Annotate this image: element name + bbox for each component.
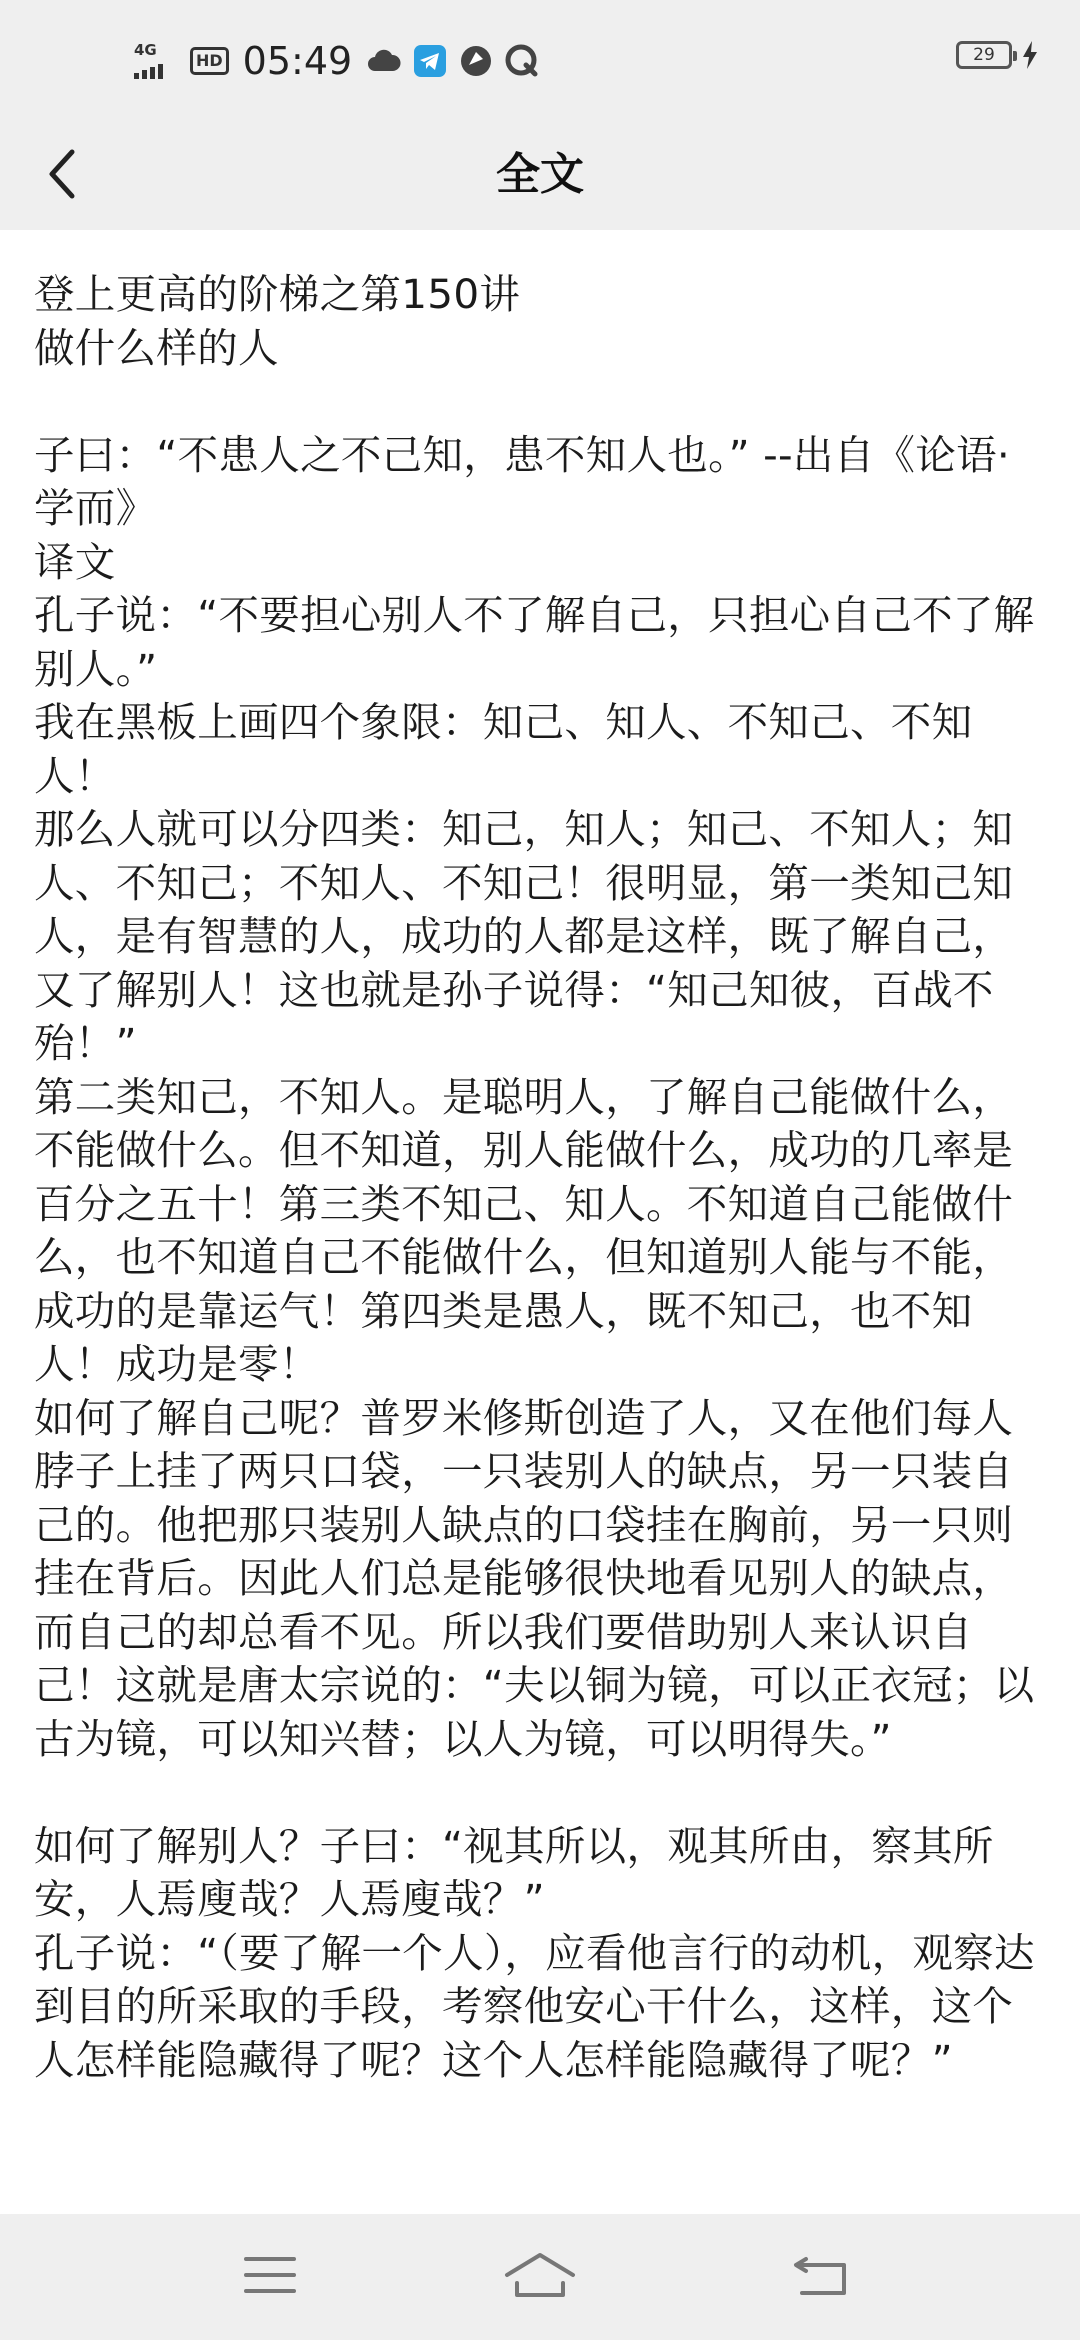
- telegram-icon: [412, 43, 448, 79]
- charging-icon: [1020, 40, 1040, 70]
- article-paragraph: 子曰：“不患人之不己知，患不知人也。” --出自《论语·学而》: [34, 430, 1011, 532]
- article-paragraph: 第二类知己，不知人。是聪明人，了解自己能做什么，不能做什么。但不知道，别人能做什么，成功的几率是百分之五十！第三类不知己、知人。不知道自己能做什么，也不知道自己不能做什么，但知道别人能与不能，成功的是靠运气！第四类是愚人，既不知己，也不知人！成功是零！: [34, 1072, 1014, 1388]
- menu-button[interactable]: [230, 2240, 310, 2310]
- home-button[interactable]: [500, 2240, 580, 2310]
- blank-line: [34, 1766, 1046, 1820]
- article-paragraph: 做什么样的人: [34, 323, 279, 372]
- signal-icon: [132, 41, 180, 81]
- title-bar: [0, 120, 1080, 230]
- hd-badge: HD: [190, 47, 229, 75]
- page-title: 全文: [496, 149, 584, 200]
- blank-line: [34, 375, 1046, 429]
- cloud-icon: [366, 43, 402, 79]
- status-left: [132, 36, 540, 86]
- system-back-button[interactable]: [782, 2240, 862, 2310]
- article-paragraph: 如何了解别人？子曰：“视其所以，观其所由，察其所安，人焉廋哉？人焉廋哉？”: [34, 1821, 994, 1923]
- system-nav-bar: [0, 2214, 1080, 2340]
- home-icon: [503, 2249, 577, 2301]
- battery-icon: [956, 41, 1012, 69]
- menu-icon: [242, 2253, 298, 2297]
- article-content: [34, 268, 1046, 2087]
- article-paragraph: 登上更高的阶梯之第150讲: [34, 270, 521, 318]
- browser-icon: [458, 43, 494, 79]
- article-paragraph: 如何了解自己呢？普罗米修斯创造了人，又在他们每人脖子上挂了两只口袋，一只装别人的缺点，另一只装自己的。他把那只装别人缺点的口袋挂在胸前，另一只则挂在背后。因此人们总是能够很快地看见别人的缺点，而自己的却总看不见。所以我们要借助别人来认识自己！这就是唐太宗说的：“夫以铜为镜，可以正衣冠；以古为镜，可以知兴替；以人为镜，可以明得失。”: [34, 1393, 1035, 1763]
- status-right: [956, 40, 1040, 70]
- status-bar: [0, 0, 1080, 120]
- article-paragraph: 那么人就可以分四类：知己，知人；知己、不知人；知人、不知己；不知人、不知己！很明显，第一类知己知人，是有智慧的人，成功的人都是这样，既了解自己，又了解别人！这也就是孙子说得：“知己知彼，百战不殆！”: [34, 805, 1014, 1067]
- article-paragraph: 孔子说：“不要担心别人不了解自己，只担心自己不了解别人。”: [34, 591, 1035, 693]
- battery-level: 29: [973, 45, 995, 65]
- network-label: 4G: [134, 41, 157, 59]
- q-app-icon: [504, 43, 540, 79]
- back-icon: [792, 2251, 852, 2299]
- article-paragraph: 译文: [34, 537, 116, 586]
- article-paragraph: 孔子说：“（要了解一个人），应看他言行的动机，观察达到目的所采取的手段，考察他安心干什么，这样，这个人怎样能隐藏得了呢？这个人怎样能隐藏得了呢？”: [34, 1928, 1035, 2084]
- article-paragraph: 我在黑板上画四个象限：知己、知人、不知己、不知人！: [34, 698, 973, 800]
- clock-time: 05:49: [242, 39, 353, 83]
